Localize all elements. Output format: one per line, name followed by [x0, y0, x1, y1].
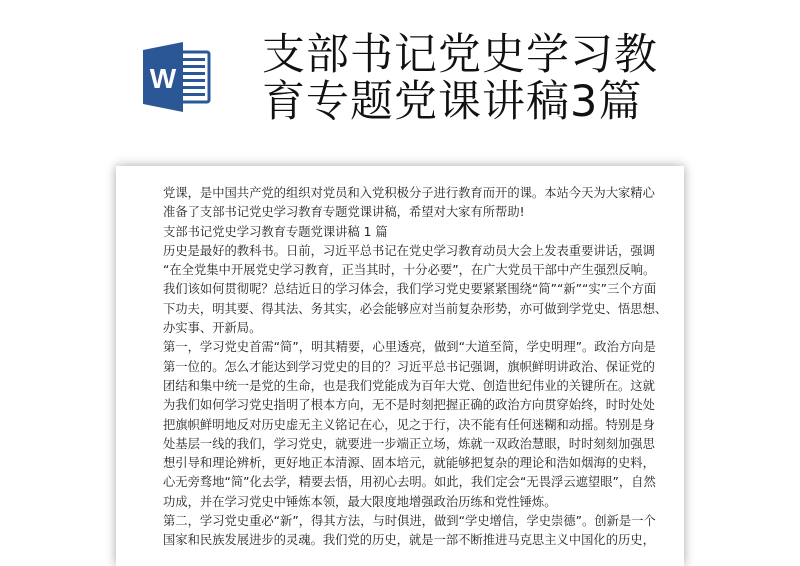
title-line-1: 支部书记党史学习教 [262, 30, 658, 80]
document-line: 把旗帜鲜明地反对历史虚无主义铭记在心，见之于行，决不能有任何迷糊和动摇。特别是身 [163, 417, 655, 432]
document-page [116, 166, 684, 566]
word-document-icon [143, 40, 213, 112]
document-line: 心无旁骛地“简”化去学，精要去悟，用初心去明。如此，我们定会“无畏浮云遮望眼”，自然 [163, 475, 656, 490]
document-line: 办实事、开新局。 [163, 321, 262, 336]
document-line: 想引导和理论辨析，更好地正本清源、固本培元，就能够把复杂的理论和浩如烟海的史料， [163, 456, 655, 471]
document-line: 处基层一线的我们，学习党史，就要进一步端正立场，炼就一双政治慧眼，时时刻刻加强思 [163, 436, 655, 451]
document-line: 第二，学习党史重必“新”，得其方法，与时俱进，做到“学史增信，学史崇德”。创新是一个 [163, 514, 656, 529]
document-line: 团结和集中统一是党的生命，也是我们党能成为百年大党、创造世纪伟业的关键所在。这就 [163, 378, 655, 393]
document-line: 为我们如何学习党史指明了根本方向，无不是时刻把握正确的政治方向贯穿始终，时时处处 [163, 398, 655, 413]
document-body [163, 184, 667, 551]
title-line-2: 育专题党课讲稿3篇 [262, 77, 643, 127]
document-line: 支部书记党史学习教育专题党课讲稿 1 篇 [163, 224, 388, 239]
document-line: “在全党集中开展党史学习教育，正当其时，十分必要”，在广大党员干部中产生强烈反响。 [163, 263, 656, 278]
page-title [262, 32, 658, 126]
document-line: 第一，学习党史首需“简”，明其精要，心里透亮，做到“大道至简，学史明理”。政治方向是 [163, 340, 656, 355]
document-line: 国家和民族发展进步的灵魂。我们党的历史，就是一部不断推进马克思主义中国化的历史， [163, 533, 655, 548]
document-line: 第一位的。怎么才能达到学习党史的目的？习近平总书记强调，旗帜鲜明讲政治、保证党的 [163, 359, 655, 374]
document-line: 功成，并在学习党史中锤炼本领，最大限度地增强政治历练和党性锤炼。 [163, 494, 557, 509]
document-line: 党课，是中国共产党的组织对党员和入党积极分子进行教育而开的课。本站今天为大家精心 [163, 186, 655, 200]
document-line: 下功夫，明其要、得其法、务其实，必会能够应对当前复杂形势，亦可做到学党史、悟思想、 [163, 301, 668, 316]
document-line: 历史是最好的教科书。日前，习近平总书记在党史学习教育动员大会上发表重要讲话，强调 [163, 243, 655, 258]
icon-letter: W [149, 63, 177, 94]
document-line: 我们该如何贯彻呢？总结近日的学习体会，我们学习党史要紧紧围绕“简”“新”“实”三个方面 [163, 282, 657, 297]
document-line: 准备了支部书记党史学习教育专题党课讲稿，希望对大家有所帮助! [163, 205, 525, 220]
